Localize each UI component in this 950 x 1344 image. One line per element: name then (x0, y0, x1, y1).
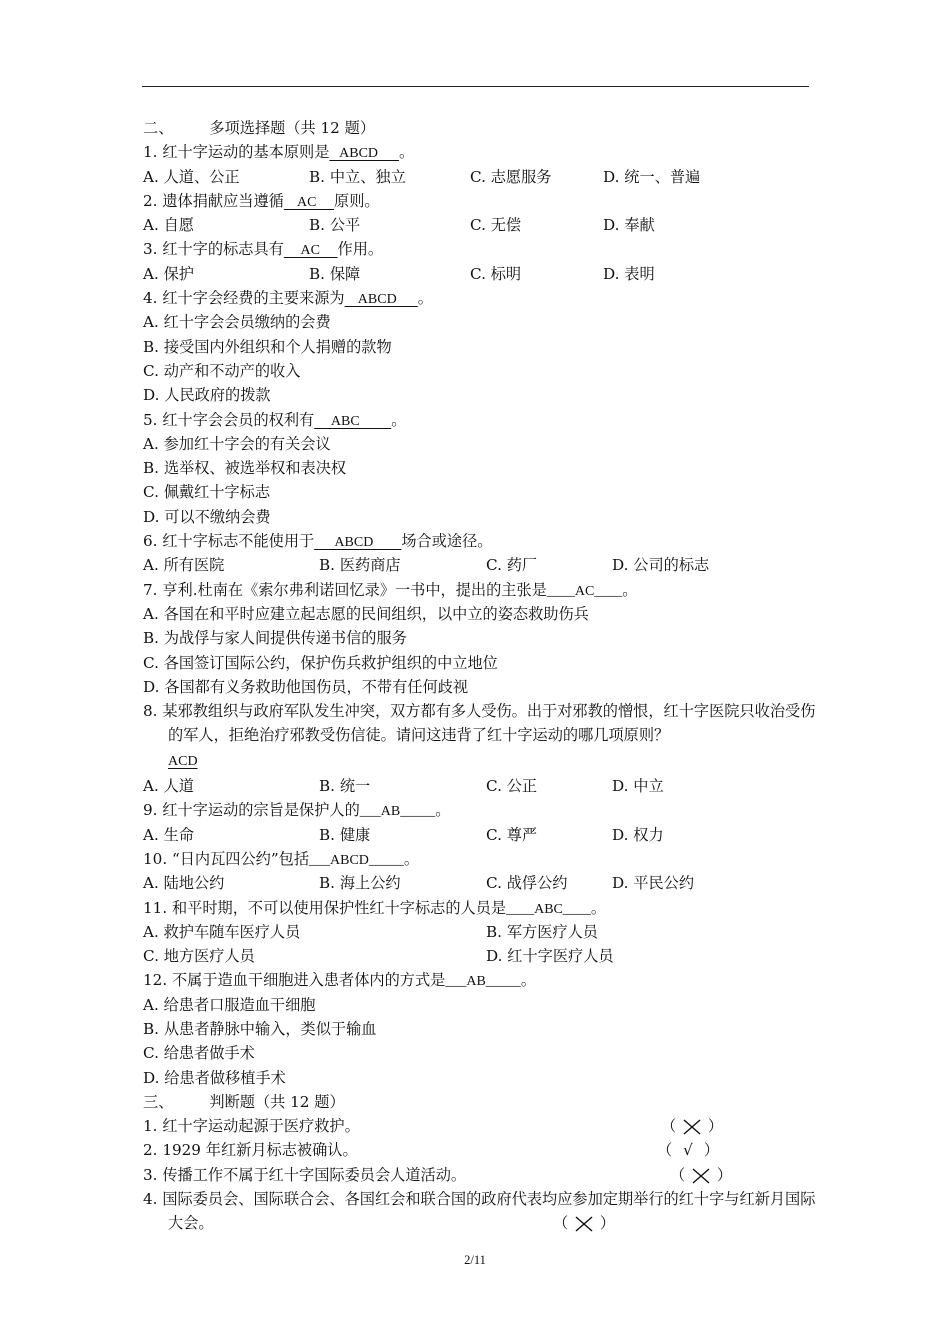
option-b: B. 健康 (319, 825, 371, 844)
option-b: B. 医药商店 (319, 556, 401, 575)
check-icon: √ (683, 1141, 693, 1160)
option-c: C. 尊严 (486, 825, 538, 844)
question-1: 1. 红十字运动的基本原则是 ABCD 。 (143, 140, 818, 164)
question-8-options (143, 774, 818, 798)
answer-blank: ____AC____ (546, 583, 623, 599)
option-d: D. 表明 (603, 264, 655, 283)
question-9: 9. 红十字运动的宗旨是保护人的___AB_____。 (143, 801, 451, 820)
question-11: 11. 和平时期，不可以使用保护性红十字标志的人员是____ABC____。 (143, 898, 607, 917)
answer-mark: （ ） (661, 1117, 724, 1136)
answer-blank: AC (283, 194, 335, 210)
option-c: C. 地方医疗人员 (143, 947, 255, 966)
section-title: 多项选择题（共 12 题） (209, 119, 376, 137)
question-7: 7. 亨利.杜南在《索尔弗利诺回忆录》一书中，提出的主张是____AC____。 (143, 580, 638, 599)
option-d: D. 人民政府的拨款 (143, 386, 271, 405)
option-a: A. 生命 (143, 825, 194, 844)
option-b: B. 保障 (309, 264, 361, 283)
option-d: D. 各国都有义务救助他国伤员，不带有任何歧视 (143, 677, 469, 696)
question-6: 6. 红十字标志不能使用于 ABCD 场合或途径。 (143, 529, 818, 553)
judge-item-4: 4. 国际委员会、国际联合会、各国红会和联合国的政府代表均应参加定期举行的红十字与红新月国际大会。 （ ） (143, 1187, 818, 1236)
question-3: 3. 红十字的标志具有 AC 作用。 (143, 237, 818, 261)
option-a: A. 所有医院 (143, 556, 225, 575)
answer-blank: ABCD (344, 292, 418, 308)
question-5: 5. 红十字会会员的权利有 ABC 。 (143, 408, 818, 432)
option-d: D. 中立 (612, 777, 664, 796)
option-d: D. 可以不缴纳会费 (143, 507, 271, 526)
answer-blank: ___AB_____ (359, 804, 436, 820)
option-a: A. 各国在和平时应建立起志愿的民间组织，以中立的姿态救助伤兵 (143, 604, 589, 623)
option-d: D. 权力 (612, 825, 664, 844)
option-b: B. 选举权、被选举权和表决权 (143, 459, 347, 478)
answer-blank: ABCD (314, 535, 402, 551)
option-a: A. 人道 (143, 777, 194, 796)
cross-icon (573, 1215, 595, 1233)
option-c: C. 公正 (486, 777, 538, 796)
option-d: D. 统一、普遍 (603, 167, 701, 186)
answer-mark: （ √ ） (657, 1138, 719, 1162)
question-8: 8. 某邪教组织与政府军队发生冲突，双方都有多人受伤。出于对邪教的憎恨，红十字医院只收治受伤的军人，拒绝治疗邪教受伤信徒。请问这违背了红十字运动的哪几项原则？ ACD (143, 702, 816, 769)
question-9-options (143, 823, 818, 847)
option-b: B. 接受国内外组织和个人捐赠的款物 (143, 337, 392, 356)
option-a: A. 人道、公正 (143, 167, 240, 186)
judge-item-2: 2. 1929 年红新月标志被确认。 （ √ ） (143, 1138, 818, 1162)
option-c: C. 标明 (470, 264, 522, 283)
option-c: C. 战俘公约 (486, 874, 568, 893)
option-c: C. 各国签订国际公约，保护伤兵救护组织的中立地位 (143, 653, 498, 672)
option-d: D. 红十字医疗人员 (486, 947, 614, 966)
cross-icon (690, 1167, 712, 1185)
page-number: 2/11 (464, 1253, 486, 1267)
option-c: C. 志愿服务 (470, 167, 552, 186)
option-b: B. 从患者静脉中输入，类似于输血 (143, 1019, 377, 1038)
question-11-options-row-1 (143, 920, 818, 944)
question-3-options (143, 262, 818, 286)
option-a: A. 陆地公约 (143, 874, 225, 893)
option-a: A. 给患者口服造血干细胞 (143, 995, 316, 1014)
option-a: A. 参加红十字会的有关会议 (143, 434, 331, 453)
section-title: 判断题（共 12 题） (209, 1092, 345, 1111)
question-4: 4. 红十字会经费的主要来源为 ABCD 。 (143, 286, 818, 310)
option-d: D. 公司的标志 (612, 556, 710, 575)
option-b: B. 军方医疗人员 (486, 922, 598, 941)
option-a: A. 自愿 (143, 216, 194, 235)
answer-mark: （ ） (670, 1165, 733, 1184)
answer-mark: （ ） (553, 1214, 616, 1233)
option-d: D. 给患者做移植手术 (143, 1068, 286, 1087)
question-2-options (143, 213, 818, 237)
document-body (143, 116, 818, 1236)
answer-blank: AC (283, 243, 338, 259)
judge-item-1: 1. 红十字运动起源于医疗救护。 （ ） (143, 1114, 818, 1138)
option-c: C. 佩戴红十字标志 (143, 483, 271, 502)
answer-blank: ACD (168, 753, 198, 769)
question-12: 12. 不属于造血干细胞进入患者体内的方式是___AB_____。 (143, 971, 536, 990)
cross-icon (681, 1118, 703, 1136)
option-c: C. 药厂 (486, 556, 538, 575)
option-b: B. 为战俘与家人间提供传递书信的服务 (143, 629, 407, 648)
option-b: B. 海上公约 (319, 874, 401, 893)
option-a: A. 保护 (143, 264, 194, 283)
header-rule (142, 86, 809, 87)
question-2: 2. 遗体捐献应当遵循 AC 原则。 (143, 189, 818, 213)
option-c: C. 动产和不动产的收入 (143, 361, 301, 380)
answer-blank: ABCD (329, 146, 400, 162)
section-heading-multiple-choice (143, 116, 818, 140)
answer-blank: ___ABCD_____ (309, 852, 404, 868)
section-heading-true-false (143, 1090, 818, 1114)
question-10-options (143, 871, 818, 895)
option-a: A. 红十字会会员缴纳的会费 (143, 313, 331, 332)
option-a: A. 救护车随车医疗人员 (143, 922, 301, 941)
question-6-options (143, 553, 818, 577)
answer-blank: ___AB_____ (445, 974, 521, 990)
question-10: 10. “日内瓦四公约”包括___ABCD_____。 (143, 849, 420, 868)
section-number: 二、 (143, 119, 174, 137)
answer-blank: ____ABC____ (506, 901, 591, 917)
option-c: C. 给患者做手术 (143, 1044, 255, 1063)
section-number: 三、 (143, 1092, 174, 1111)
option-b: B. 公平 (309, 216, 361, 235)
answer-blank: ABC (314, 413, 392, 429)
option-b: B. 中立、独立 (309, 167, 406, 186)
option-b: B. 统一 (319, 777, 371, 796)
question-1-options (143, 165, 818, 189)
question-11-options-row-2 (143, 944, 818, 968)
judge-item-3: 3. 传播工作不属于红十字国际委员会人道活动。 （ ） (143, 1163, 818, 1187)
option-d: D. 奉献 (603, 216, 655, 235)
option-d: D. 平民公约 (612, 874, 695, 893)
option-c: C. 无偿 (470, 216, 522, 235)
